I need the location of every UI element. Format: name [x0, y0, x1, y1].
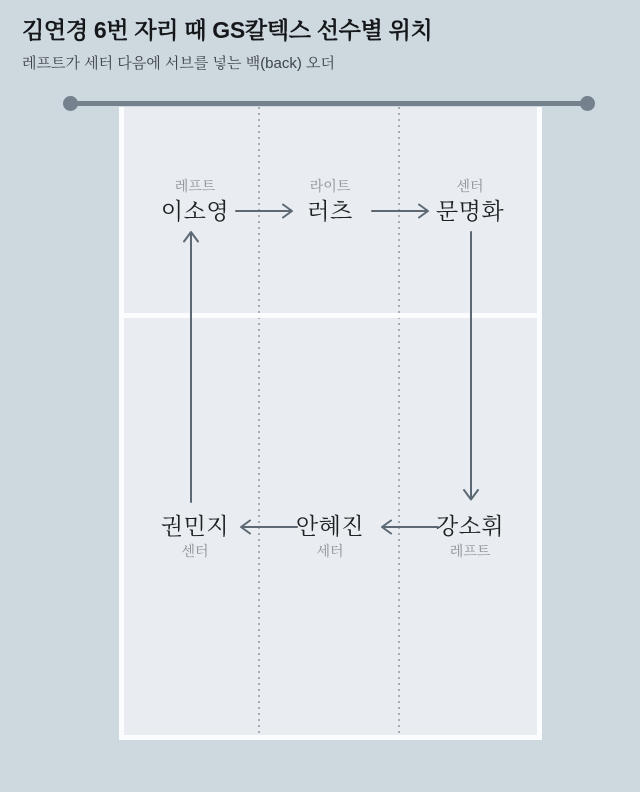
player-name: 문명화: [435, 198, 505, 224]
court-zone-divider-right: [398, 107, 400, 737]
player-kwon-min-ji: [161, 512, 229, 560]
position-label: 세터: [316, 543, 344, 559]
court-zone-divider-left: [258, 107, 260, 737]
player-name: 강소휘: [435, 513, 505, 539]
player-name: 이소영: [160, 198, 230, 224]
player-name: 러츠: [307, 198, 353, 224]
player-ahn-hye-jin: [296, 512, 364, 560]
net-endpoint-left: [63, 96, 78, 111]
position-label: 레프트: [449, 543, 491, 559]
player-kang-so-hwi: [436, 512, 504, 560]
player-name: 안혜진: [295, 513, 365, 539]
player-ruts: [307, 177, 352, 225]
header: [22, 12, 432, 73]
position-label: 라이트: [309, 178, 351, 194]
player-name: 권민지: [160, 513, 230, 539]
net-endpoint-right: [580, 96, 595, 111]
page-subtitle: 레프트가 세터 다음에 서브를 넣는 백(back) 오더: [22, 55, 336, 72]
net-line: [70, 101, 588, 106]
position-label: 센터: [456, 178, 484, 194]
player-moon-myung-hwa: [436, 177, 504, 225]
attack-line: [119, 313, 542, 318]
page-title: 김연경 6번 자리 때 GS칼텍스 선수별 위치: [22, 17, 433, 43]
position-label: 레프트: [174, 178, 216, 194]
player-lee-so-young: [161, 177, 229, 225]
position-label: 센터: [181, 543, 209, 559]
